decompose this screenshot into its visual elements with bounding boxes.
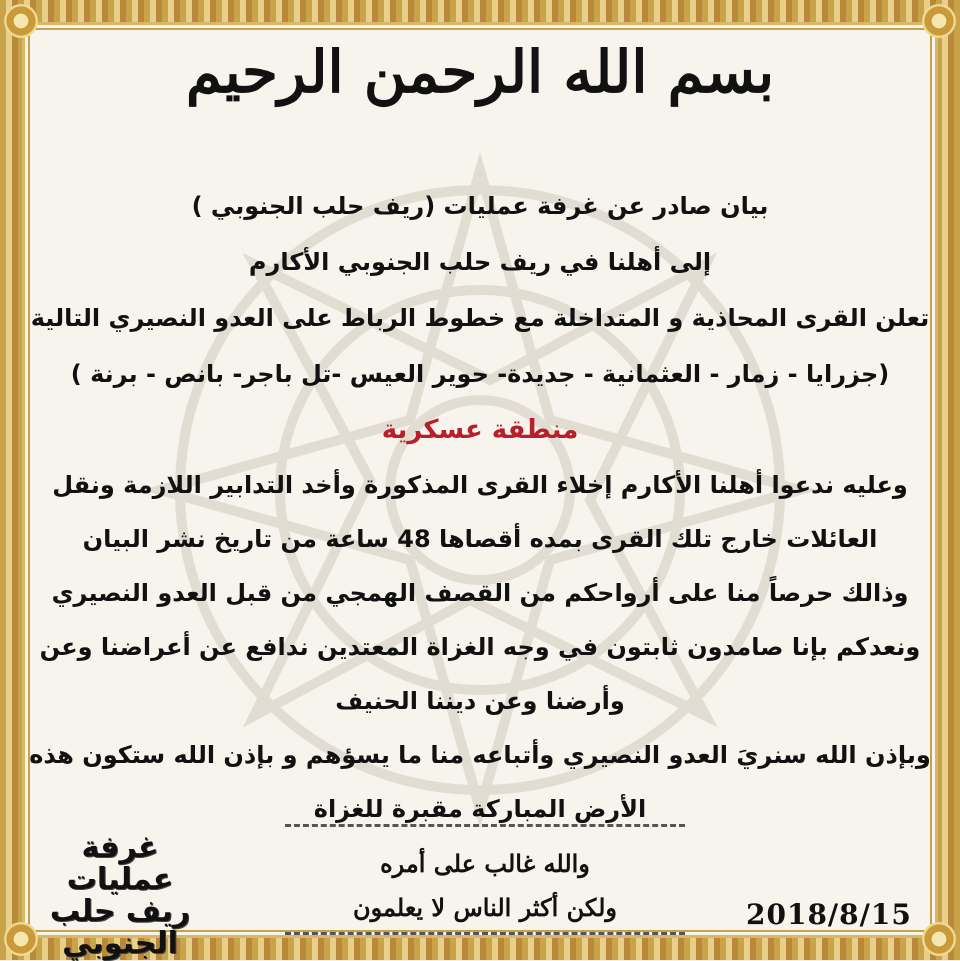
body-line: العائلات خارج تلك القرى بمده أقصاها 48 ساعة من تاريخ نشر البيان <box>82 525 878 553</box>
divider-top <box>285 824 685 827</box>
corner-ornament-icon <box>4 4 38 38</box>
body-line: وبإذن الله سنريَ العدو النصيري وأتباعه منا ما يسؤهم و بإذن الله ستكون هذه <box>29 741 931 769</box>
body-line: وأرضنا وعن ديننا الحنيف <box>335 687 625 715</box>
closing-line: والله غالب على أمره <box>380 849 590 878</box>
villages-line: (جزرايا - زمار - العثمانية - جديدة- حوير العيس -تل باجر- بانص - برنة ) <box>70 360 890 388</box>
body-line: الأرض المباركة مقبرة للغزاة <box>313 795 647 823</box>
divider-bottom <box>285 932 685 935</box>
issue-date: 2018/8/15 <box>746 898 912 931</box>
basmala-calligraphy: بسم الله الرحمن الرحيم <box>185 38 775 106</box>
signature-line: ريف حلب <box>49 894 191 929</box>
body-line: ونعدكم بإنا صامدون ثابتون في وجه الغزاة المعتدين ندافع عن أعراضنا وعن <box>39 633 921 661</box>
issuer-line: بيان صادر عن غرفة عمليات (ريف حلب الجنوبي ) <box>191 192 769 220</box>
body-line: وذالك حرصاً منا على أرواحكم من القصف الهمجي من قبل العدو النصيري <box>51 579 909 607</box>
closing-line: ولكن أكثر الناس لا يعلمون <box>352 893 618 922</box>
signature-line: غرفة عمليات <box>66 830 174 897</box>
statement-body <box>20 178 940 836</box>
military-zone-heading: منطقة عسكرية <box>381 415 579 445</box>
announcement-line: تعلن القرى المحاذية و المتداخلة مع خطوط الرباط على العدو النصيري التالية <box>30 304 930 332</box>
signature-line: الجنوبي <box>62 926 178 961</box>
address-line: إلى أهلنا في ريف حلب الجنوبي الأكارم <box>248 248 712 276</box>
signature-stamp <box>30 832 210 960</box>
corner-ornament-icon <box>922 922 956 956</box>
body-line: وعليه ندعوا أهلنا الأكارم إخلاء القرى المذكورة وأخد التدابير اللازمة ونقل <box>52 471 908 499</box>
closing-verse <box>285 842 685 930</box>
corner-ornament-icon <box>922 4 956 38</box>
